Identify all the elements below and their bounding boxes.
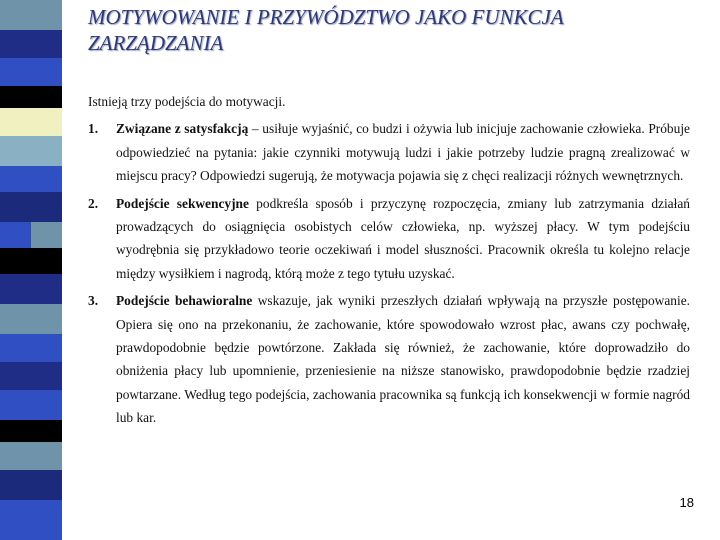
list-item-number: 1. (88, 121, 99, 137)
page-number: 18 (679, 495, 694, 510)
approaches-list (88, 117, 690, 429)
list-item-number: 2. (88, 195, 99, 211)
decorative-side-stripe (0, 0, 62, 540)
stripe-block (0, 334, 62, 362)
slide-body (88, 90, 690, 434)
stripe-block (0, 166, 62, 192)
stripe-block (0, 362, 62, 390)
intro-text: Istnieją trzy podejścia do motywacji. (88, 94, 286, 109)
stripe-block (0, 470, 62, 500)
stripe-block (0, 0, 62, 30)
list-item-term: Podejście sekwencyjne (116, 195, 249, 211)
stripe-block (0, 192, 62, 222)
stripe-block (0, 442, 62, 470)
list-item-text: – usiłuje wyjaśnić, co budzi i ożywia lub inicjuje zachowanie człowieka. Próbuje odpowiedzieć na pytania: jakie czynniki motywują ludzi i jakie potrzeby ludzie pragną zrealizować w miejscu pracy? Odpowiedzi sugerują, że motywacja pojawia się z chęci realizacji różnych wewnętrznych. (116, 121, 690, 184)
list-item (88, 192, 690, 286)
list-item (88, 289, 690, 429)
stripe-block (0, 304, 62, 334)
stripe-block (0, 108, 62, 136)
list-item-number: 3. (88, 293, 99, 309)
stripe-block (0, 274, 62, 304)
stripe-block (0, 86, 62, 108)
list-item-text: wskazuje, jak wyniki przeszłych działań wpływają na przyszłe postępowanie. Opiera się ono na przekonaniu, że zachowanie, które spowodowało wzrost płac, awans czy pochwałę, prawdopodobnie będzie powtórzone. Zakłada się również, że zachowanie, które doprowadziło do obniżenia płacy lub upomnienie, przeniesienie na niższe stanowisko, prawdopodobnie będzie rzadziej powtarzane. Według tego podejścia, zachowania pracownika są funkcją ich konsekwencji w formie nagród lub kar. (116, 293, 690, 426)
list-item-term: Związane z satysfakcją (116, 121, 249, 137)
stripe-block (0, 390, 62, 420)
list-item-text: podkreśla sposób i przyczynę rozpoczęcia, zmiany lub zatrzymania działań prowadzących do osiągnięcia osobistych celów człowieka, np. wyższej płacy. W tym podejściu wyodrębnia się przykładowo teorie oczekiwań i model słuszności. Pracownik określa tu kolejno relacje między wysiłkiem i nagrodą, którą może z tego tytułu uzyskać. (116, 195, 690, 281)
stripe-block (31, 222, 62, 248)
slide-title: MOTYWOWANIE I PRZYWÓDZTWO JAKO FUNKCJA ZARZĄDZANIA (88, 5, 564, 55)
list-item-term: Podejście behawioralne (116, 293, 253, 309)
stripe-block (0, 30, 62, 58)
stripe-block (0, 248, 62, 274)
stripe-block (0, 420, 62, 442)
stripe-block (0, 58, 62, 86)
list-item (88, 117, 690, 187)
stripe-block (0, 222, 31, 248)
stripe-block (0, 500, 62, 540)
stripe-block (0, 136, 62, 166)
